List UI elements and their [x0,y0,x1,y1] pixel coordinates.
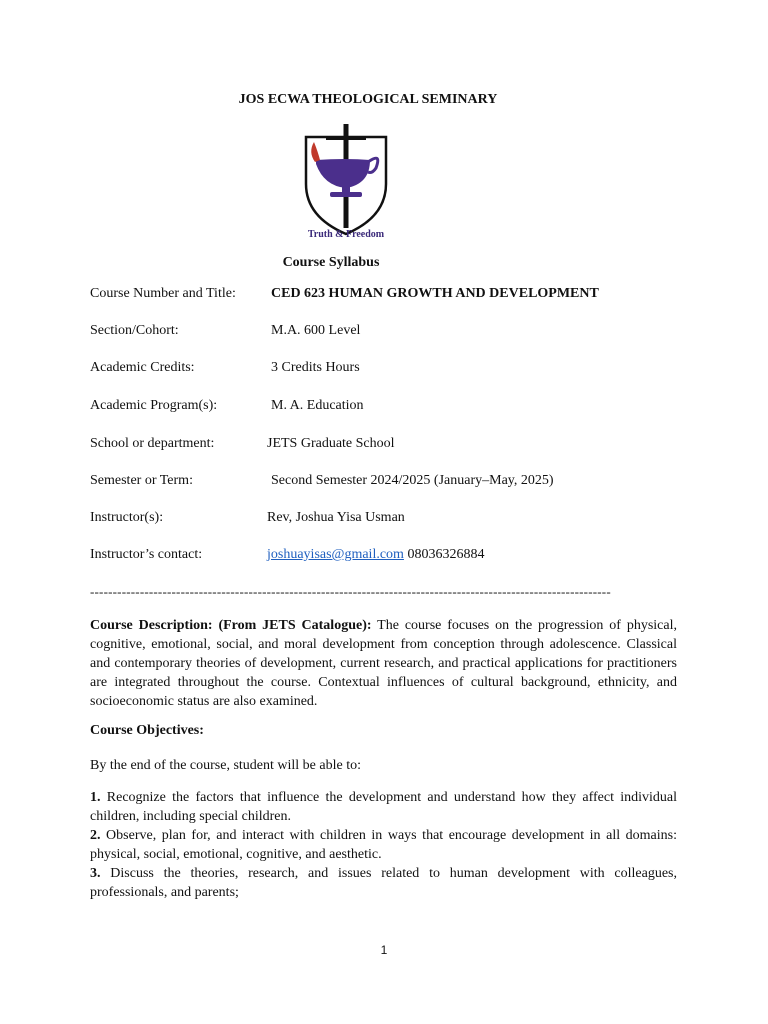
info-row-instructor [90,510,690,530]
info-label: Course Number and Title: [90,286,236,301]
document-title: Course Syllabus [282,255,380,270]
lamp-stem [342,185,350,193]
list-item-number: 3. [90,866,101,881]
info-value: M. A. Education [271,398,364,413]
instructor-email-link[interactable]: joshuayisas@gmail.com [267,547,404,562]
info-row-course [90,286,690,306]
list-item-text: Recognize the factors that influence the development and understand how they affect individual children, including special children. [90,790,677,824]
info-label: Academic Credits: [90,360,195,375]
info-label: School or department: [90,436,215,451]
seminary-logo [296,122,396,244]
info-label: Instructor(s): [90,510,164,525]
info-row-semester [90,473,690,493]
section-divider: ------------------------------------------------------------------------------------------------------------------- [90,584,611,599]
description-heading: Course Description: (From JETS Catalogue): [90,618,372,633]
info-value: M.A. 600 Level [271,323,361,338]
info-label: Semester or Term: [90,473,193,488]
institution-name: JOS ECWA THEOLOGICAL SEMINARY [238,92,498,107]
info-value: CED 623 HUMAN GROWTH AND DEVELOPMENT [271,286,599,301]
info-row-contact [90,547,690,567]
logo-motto: Truth & Freedom [307,229,385,240]
info-value [267,547,484,563]
info-row-section [90,323,690,343]
flame-icon [311,142,320,162]
objectives-list [90,788,677,902]
list-item [90,864,677,902]
list-item [90,826,677,864]
info-value: 3 Credits Hours [271,360,360,375]
info-label: Instructor’s contact: [90,547,203,562]
info-row-school [90,436,690,456]
objectives-heading: Course Objectives: [90,723,204,738]
list-item-text: Discuss the theories, research, and issues related to human development with colleagues, professionals, and parents; [90,866,677,900]
cross-horizontal [326,136,366,140]
info-value: Rev, Joshua Yisa Usman [267,510,405,525]
info-label: Academic Program(s): [90,398,218,413]
description-text: The course focuses on the progression of physical, cognitive, emotional, social, and moral development from conception through adolescence. Classical and contemporary theories of development, current research, and practical applications for practitioners are integrated throughout the course. Contextual influences of cultural background, ethnicity, and socioeconomic status are also examined. [90,618,677,709]
objectives-intro: By the end of the course, student will be able to: [90,758,361,773]
info-row-credits [90,360,690,380]
instructor-phone: 08036326884 [403,547,485,562]
info-value: Second Semester 2024/2025 (January–May, 2025) [271,473,554,488]
lamp-bowl [316,159,370,188]
info-row-program [90,398,690,418]
list-item-number: 1. [90,790,101,805]
list-item [90,788,677,826]
list-item-number: 2. [90,828,101,843]
info-value: JETS Graduate School [267,436,395,451]
course-description [90,616,677,711]
info-label: Section/Cohort: [90,323,179,338]
page-number: 1 [380,943,388,957]
list-item-text: Observe, plan for, and interact with children in ways that encourage development in all domains: physical, social, emotional, cognitive, and aesthetic. [90,828,677,862]
